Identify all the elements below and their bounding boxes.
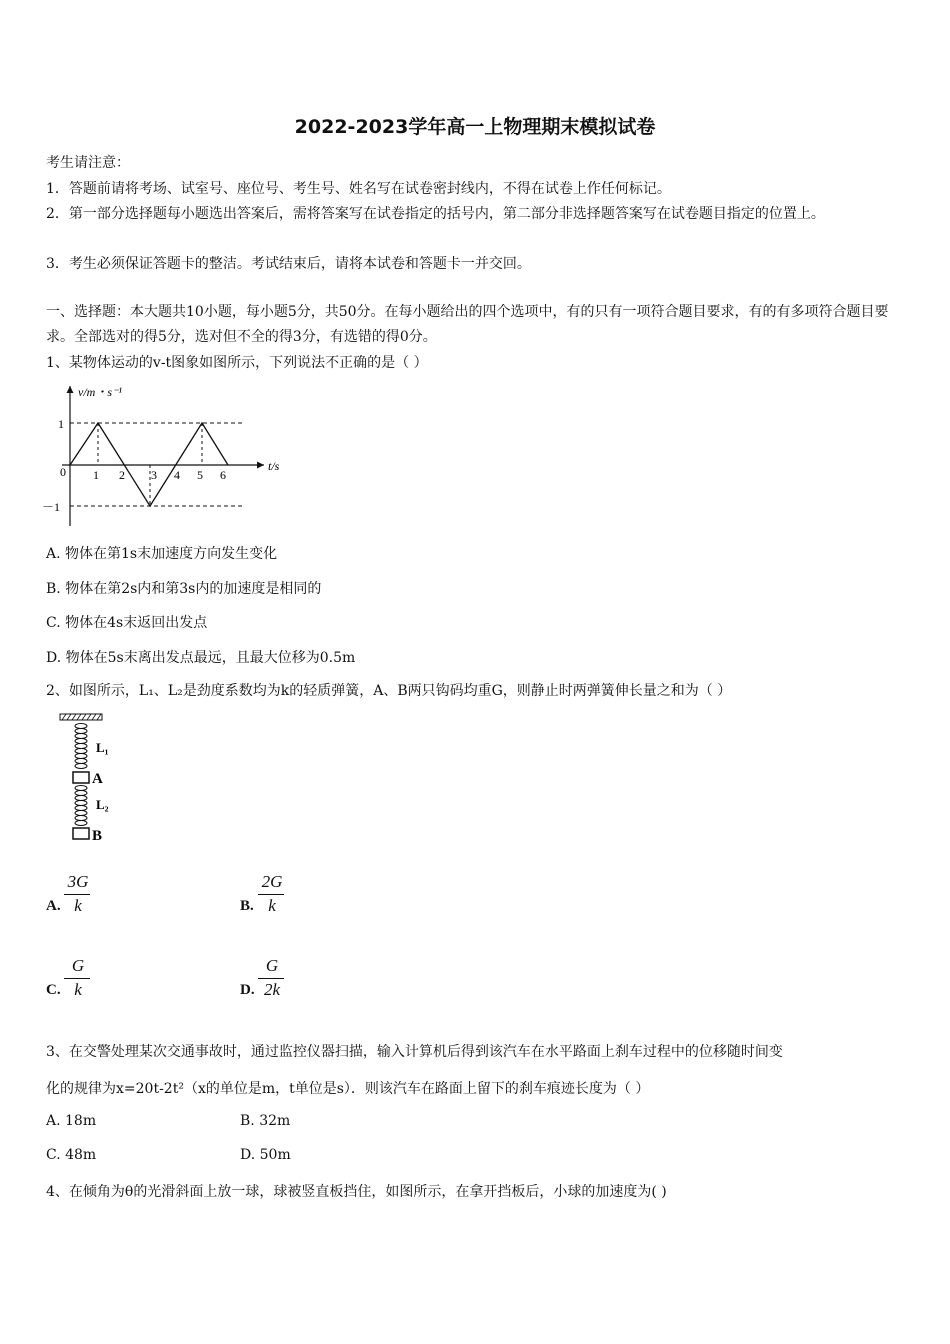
q3-option-b: B. 32m: [240, 1113, 291, 1129]
page-title: 2022-2023学年高一上物理期末模拟试卷: [294, 116, 656, 138]
q2-option-c-numerator: G: [71, 956, 85, 975]
y-tick-1: 1: [58, 417, 64, 431]
q2-option-a-numerator: 3G: [67, 872, 89, 891]
x-tick-5: 5: [197, 468, 203, 482]
q2-option-b-label: B.: [240, 898, 254, 914]
spring-figure: [56, 712, 126, 844]
q2-option-b-denominator: k: [268, 896, 276, 915]
ylabel: v/m・s⁻¹: [78, 385, 122, 399]
question-3-stem-line-1: 3、在交警处理某次交通事故时，通过监控仪器扫描，输入计算机后得到该汽车在水平路面上刹车过程中的位移随时间变: [46, 1044, 783, 1060]
weight-b: [73, 828, 89, 839]
q2-option-d-label: D.: [240, 982, 255, 998]
spring-l1: [75, 724, 87, 769]
x-tick-4: 4: [174, 468, 180, 482]
q1-option-b: B. 物体在第2s内和第3s内的加速度是相同的: [46, 581, 322, 597]
origin-label: 0: [60, 465, 66, 479]
weight-a: [73, 772, 89, 783]
vt-graph: [42, 378, 292, 530]
q2-option-d-denominator: 2k: [263, 980, 281, 999]
label-l2: L₂: [96, 797, 109, 812]
q1-option-a: A. 物体在第1s末加速度方向发生变化: [46, 546, 278, 562]
x-tick-1: 1: [93, 468, 99, 482]
q2-option-c-label: C.: [46, 982, 61, 998]
q1-option-c: C. 物体在4s末返回出发点: [46, 615, 208, 631]
q1-option-d: D. 物体在5s末离出发点最远，且最大位移为0.5m: [46, 650, 356, 666]
label-l1: L₁: [96, 740, 109, 755]
question-2-stem: 2、如图所示，L₁、L₂是劲度系数均为k的轻质弹簧，A、B两只钩码均重G，则静止时两弹簧伸长量之和为（ ）: [46, 683, 732, 699]
y-tick-m1: －1: [42, 500, 61, 514]
q2-option-a-denominator: k: [74, 896, 82, 915]
fraction-bar: [258, 978, 284, 979]
q2-option-b-numerator: 2G: [261, 872, 283, 891]
q2-option-c-denominator: k: [74, 980, 82, 999]
question-3-stem-line-2: 化的规律为x=20t-2t²（x的单位是m，t单位是s）．则该汽车在路面上留下的刹车痕迹长度为（ ）: [46, 1081, 650, 1097]
label-a: A: [92, 771, 103, 787]
notice-item-2: 2．第一部分选择题每小题选出答案后，需将答案写在试卷指定的括号内，第二部分非选择题答案写在试卷题目指定的位置上。: [46, 206, 825, 222]
label-b: B: [92, 828, 103, 844]
fraction-bar: [64, 894, 90, 895]
question-1-stem: 1、某物体运动的v-t图象如图所示，下列说法不正确的是（ ）: [46, 355, 428, 371]
x-tick-2: 2: [119, 468, 125, 482]
q2-option-a-label: A.: [46, 898, 61, 914]
x-tick-6: 6: [220, 468, 226, 482]
q2-option-d-numerator: G: [265, 956, 279, 975]
fraction-bar: [64, 978, 90, 979]
q3-option-a: A. 18m: [46, 1113, 97, 1129]
question-4-stem: 4、在倾角为θ的光滑斜面上放一球，球被竖直板挡住，如图所示，在拿开挡板后，小球的加速度为( ): [46, 1184, 667, 1200]
x-tick-3: 3: [151, 468, 157, 482]
notice-heading: 考生请注意：: [46, 155, 130, 171]
notice-item-1: 1．答题前请将考场、试室号、座位号、考生号、姓名写在试卷密封线内，不得在试卷上作任何标记。: [46, 181, 671, 197]
xlabel: t/s: [268, 459, 280, 473]
q3-option-d: D. 50m: [240, 1147, 291, 1163]
section-1-instructions: 一、选择题：本大题共10小题，每小题5分，共50分。在每小题给出的四个选项中，有的只有一项符合题目要求，有的有多项符合题目要求。全部选对的得5分，选对但不全的得3分，有选错的得0分。: [46, 304, 889, 345]
fraction-bar: [258, 894, 284, 895]
notice-item-3: 3．考生必须保证答题卡的整洁。考试结束后，请将本试卷和答题卡一并交回。: [46, 256, 531, 272]
q3-option-c: C. 48m: [46, 1147, 97, 1163]
spring-l2: [75, 786, 87, 826]
